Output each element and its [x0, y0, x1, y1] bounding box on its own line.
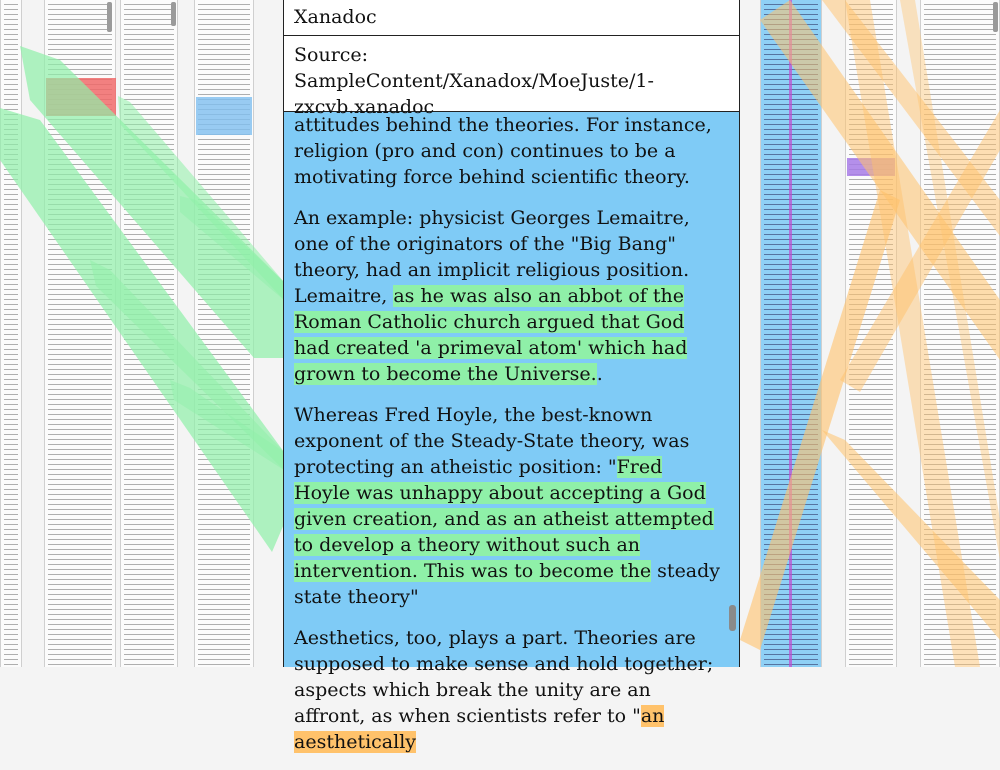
paragraph-4 [294, 625, 724, 755]
paragraph-3 [294, 402, 724, 610]
paragraph-text: An example: physicist Georges Lemaitre, one of the originators of the "Big Bang" theory, had an implicit religious position. Lemaitre, [294, 207, 690, 307]
transclusion-highlight[interactable]: Fred Hoyle was unhappy about accepting a God given creation, and as an atheist attempted to develop a theory without such an intervention. This was to become the [294, 456, 714, 582]
orange-link-beam [822, 430, 1000, 640]
blue-highlight [196, 97, 252, 135]
panel-source-path: Source: SampleContent/Xanadox/MoeJuste/1-zxcvb.xanadoc [284, 36, 739, 112]
paragraph-text: Whereas Fred Hoyle, the best-known exponent of the Steady-State theory, was protecting an atheistic position: " [294, 404, 690, 478]
panel-body[interactable] [284, 112, 724, 770]
orange-link-beam [740, 190, 900, 650]
paragraph-text: Aesthetics, too, plays a part. Theories are supposed to make sense and hold together; aspects which break the unity are an affront, as when scientists refer to " [294, 627, 714, 727]
paragraph-1 [294, 112, 724, 190]
magenta-marker [789, 0, 792, 667]
panel-title: Xanadoc [284, 0, 739, 36]
xanadoc-panel[interactable] [283, 0, 740, 753]
transclusion-highlight[interactable]: as he was also an abbot of the Roman Catholic church argued that God had created 'a primeval atom' which had grown to become the Universe. [294, 285, 688, 385]
paragraph-2 [294, 205, 724, 387]
panel-scrollbar-thumb[interactable] [729, 605, 736, 631]
paragraph-text: steady state theory" [294, 560, 721, 608]
transclusion-highlight[interactable]: an aesthetically [294, 705, 665, 753]
paragraph-text: attitudes behind the theories. For instance, religion (pro and con) continues to be a motivating force behind scientific theory. [294, 114, 712, 188]
paragraph-text: . [596, 363, 603, 385]
